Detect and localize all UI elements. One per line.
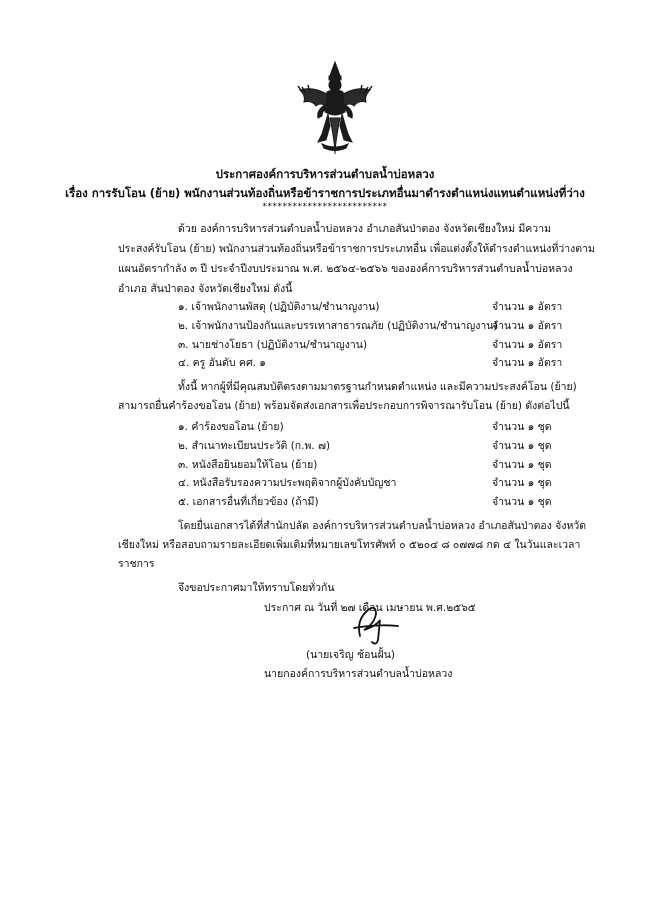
list-item-amount: จำนวน ๑ ชุด — [492, 421, 552, 433]
list-item-amount: จำนวน ๑ ชุด — [492, 496, 552, 508]
intro-line-4: อำเภอ สันป่าตอง จังหวัดเชียงใหม่ ดังนี้ — [118, 283, 293, 295]
document-subject: เรื่อง การรับโอน (ย้าย) พนักงานส่วนท้องถิ่นหรือข้าราชการประเภทอื่นมาดำรงตำแหน่งแทนตำแหน่งที่ว่าง — [65, 186, 585, 200]
intro-line-1: ด้วย องค์การบริหารส่วนตำบลน้ำบ่อหลวง อำเภอสันป่าตอง จังหวัดเชียงใหม่ มีความ — [178, 223, 552, 235]
requirements-line-1: ทั้งนี้ หากผู้ที่มีคุณสมบัติตรงตามมาตรฐานกำหนดตำแหน่ง และมีความประสงค์โอน (ย้าย) — [178, 381, 577, 393]
list-item-amount: จำนวน ๑ อัตรา — [492, 301, 563, 313]
requirements-line-2: สามารถยื่นคำร้องขอโอน (ย้าย) พร้อมจัดส่งเอกสารเพื่อประกอบการพิจารณารับโอน (ย้าย) ดังต่อไปนี้ — [118, 400, 570, 412]
signature-icon — [346, 600, 406, 648]
list-item: ๔. หนังสือรับรองความประพฤติจากผู้บังคับบัญชา — [178, 477, 397, 489]
list-item: ๓. นายช่างโยธา (ปฏิบัติงาน/ชำนาญงาน) — [178, 339, 368, 351]
document-title: ประกาศองค์การบริหารส่วนตำบลน้ำบ่อหลวง — [215, 167, 435, 181]
list-item-amount: จำนวน ๑ ชุด — [492, 440, 552, 452]
list-item: ๓. หนังสือยินยอมให้โอน (ย้าย) — [178, 459, 318, 471]
contact-line-3: ราชการ — [118, 558, 155, 570]
announcement-date: ประกาศ ณ วันที่ ๒๗ เดือน เมษายน พ.ศ.๒๕๖๕ — [264, 602, 476, 614]
contact-line-2: เชียงใหม่ หรือสอบถามรายละเอียดเพิ่มเติมที่หมายเลขโทรศัพท์ ๐ ๕๒๐๔ ๘ ๐๗๗๘ กด ๔ ในวันและเวลา — [118, 539, 581, 551]
signer-title: นายกองค์การบริหารส่วนตำบลน้ำบ่อหลวง — [264, 668, 453, 680]
list-item: ๒. สำเนาทะเบียนประวัติ (ก.พ. ๗) — [178, 440, 331, 452]
list-item-amount: จำนวน ๑ อัตรา — [492, 320, 563, 332]
list-item: ๔. ครู อันดับ คศ. ๑ — [178, 357, 266, 369]
list-item-amount: จำนวน ๑ ชุด — [492, 459, 552, 471]
divider: ************************* — [262, 202, 388, 212]
list-item-amount: จำนวน ๑ ชุด — [492, 477, 552, 489]
list-item-amount: จำนวน ๑ อัตรา — [492, 339, 563, 351]
intro-line-2: ประสงค์รับโอน (ย้าย) พนักงานส่วนท้องถิ่นหรือข้าราชการประเภทอื่น เพื่อแต่งตั้งให้ดำรงตำแหน่งที่ว่างตาม — [118, 243, 595, 255]
list-item: ๑. คำร้องขอโอน (ย้าย) — [178, 421, 284, 433]
closing-announcement: จึงขอประกาศมาให้ทราบโดยทั่วกัน — [178, 582, 335, 594]
contact-line-1: โดยยื่นเอกสารได้ที่สำนักปลัด องค์การบริหารส่วนตำบลน้ำบ่อหลวง อำเภอสันป่าตอง จังหวัด — [178, 520, 587, 532]
intro-line-3: แผนอัตรากำลัง ๓ ปี ประจำปีงบประมาณ พ.ศ. ๒๕๖๔-๒๕๖๖ ขององค์การบริหารส่วนตำบลน้ำบ่อหลวง — [118, 263, 573, 275]
signer-name: (นายเจริญ ช้อนฝั้น) — [306, 649, 396, 661]
garuda-emblem-icon — [296, 60, 374, 156]
list-item: ๕. เอกสารอื่นที่เกี่ยวข้อง (ถ้ามี) — [178, 496, 319, 508]
list-item: ๒. เจ้าพนักงานป้องกันและบรรเทาสาธารณภัย (ปฏิบัติงาน/ชำนาญงาน) — [178, 320, 498, 332]
list-item-amount: จำนวน ๑ อัตรา — [492, 357, 563, 369]
list-item: ๑. เจ้าพนักงานพัสดุ (ปฏิบัติงาน/ชำนาญงาน) — [178, 301, 380, 313]
